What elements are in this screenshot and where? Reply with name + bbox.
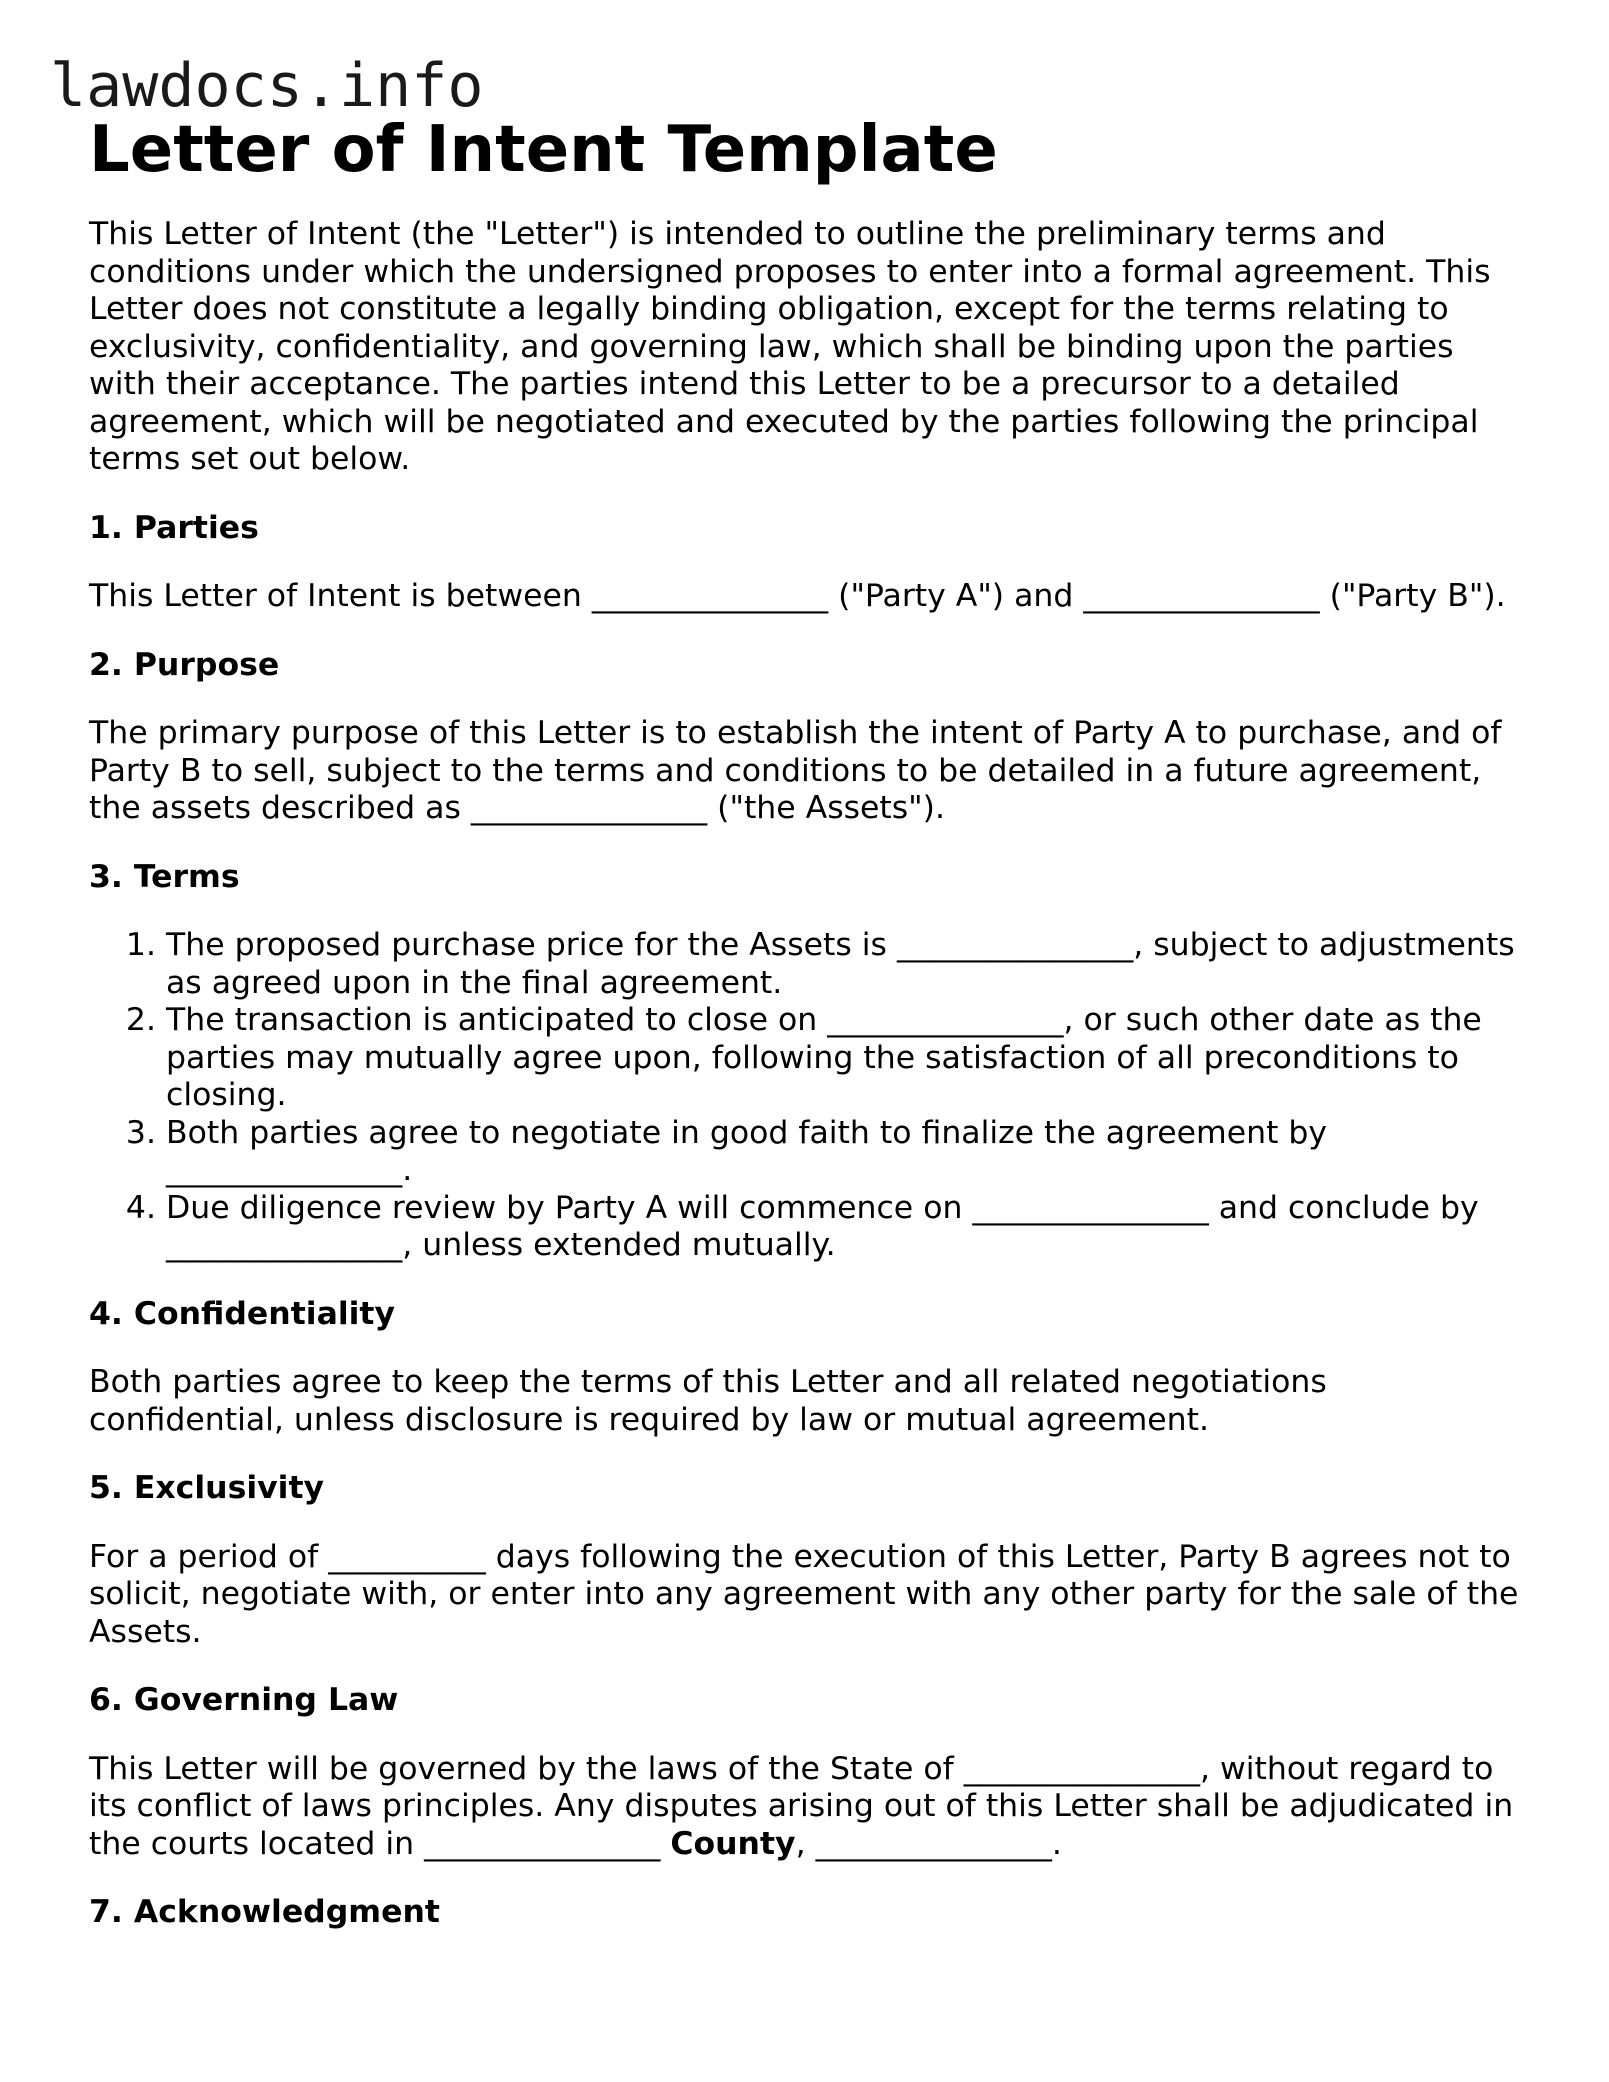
section-heading-confidentiality: 4. Confidentiality <box>89 1295 396 1332</box>
section-heading-governing-law: 6. Governing Law <box>89 1682 399 1718</box>
terms-list-item: 4. Due diligence review by Party A will commence on _______________ and conclude by _______________, unless extended mutually. <box>166 1190 1529 1265</box>
terms-list-item: 1. The proposed purchase price for the Assets is _______________, subject to adjustments as agreed upon in the final agreement. <box>166 927 1529 1002</box>
section-heading-purpose: 2. Purpose <box>89 646 280 683</box>
parties-paragraph: This Letter of Intent is between _______________ ("Party A") and _______________ ("Party B"). <box>89 578 1506 614</box>
section-heading-parties: 1. Parties <box>89 509 259 546</box>
intro-paragraph: This Letter of Intent (the "Letter") is intended to outline the preliminary terms and conditions under which the undersigned proposes to enter into a formal agreement. This Letter does not constitute a legally binding obligation, except for the terms relating to exclusivity, confidentiality, and governing law, which shall be binding upon the parties with their acceptance. The parties intend this Letter to be a precursor to a detailed agreement, which will be negotiated and executed by the parties following the principal terms set out below. <box>89 216 1491 477</box>
terms-list-item: 3. Both parties agree to negotiate in good faith to finalize the agreement by _______________. <box>166 1115 1529 1190</box>
terms-list <box>89 927 1529 1265</box>
page-title: Letter of Intent Template <box>89 113 998 187</box>
terms-list-item: 2. The transaction is anticipated to close on _______________, or such other date as the parties may mutually agree upon, following the satisfaction of all preconditions to closing. <box>166 1002 1529 1115</box>
purpose-paragraph: The primary purpose of this Letter is to establish the intent of Party A to purchase, and of Party B to sell, subject to the terms and conditions to be detailed in a future agreement, the assets described as _______________ ("the Assets"). <box>89 715 1502 826</box>
section-heading-acknowledgment: 7. Acknowledgment <box>89 1894 440 1930</box>
confidentiality-paragraph: Both parties agree to keep the terms of this Letter and all related negotiations confidential, unless disclosure is required by law or mutual agreement. <box>89 1364 1327 1438</box>
governing-law-county: County <box>670 1825 796 1862</box>
section-heading-terms: 3. Terms <box>89 858 240 895</box>
governing-law-text-end: , _______________. <box>795 1825 1062 1862</box>
section-heading-exclusivity: 5. Exclusivity <box>89 1470 325 1506</box>
document-body <box>89 110 1529 1963</box>
exclusivity-paragraph: For a period of __________ days following the execution of this Letter, Party B agrees not to solicit, negotiate with, or enter into any agreement with any other party for the sale of the Assets. <box>89 1538 1519 1650</box>
governing-law-paragraph <box>89 1751 1529 1864</box>
governing-law-text: This Letter will be governed by the laws of the State of _______________, without regard to its conflict of laws principles. Any disputes arising out of this Letter shall be adjudicated in the courts located in _______________ <box>89 1750 1514 1862</box>
site-watermark: lawdocs.info <box>50 51 484 121</box>
